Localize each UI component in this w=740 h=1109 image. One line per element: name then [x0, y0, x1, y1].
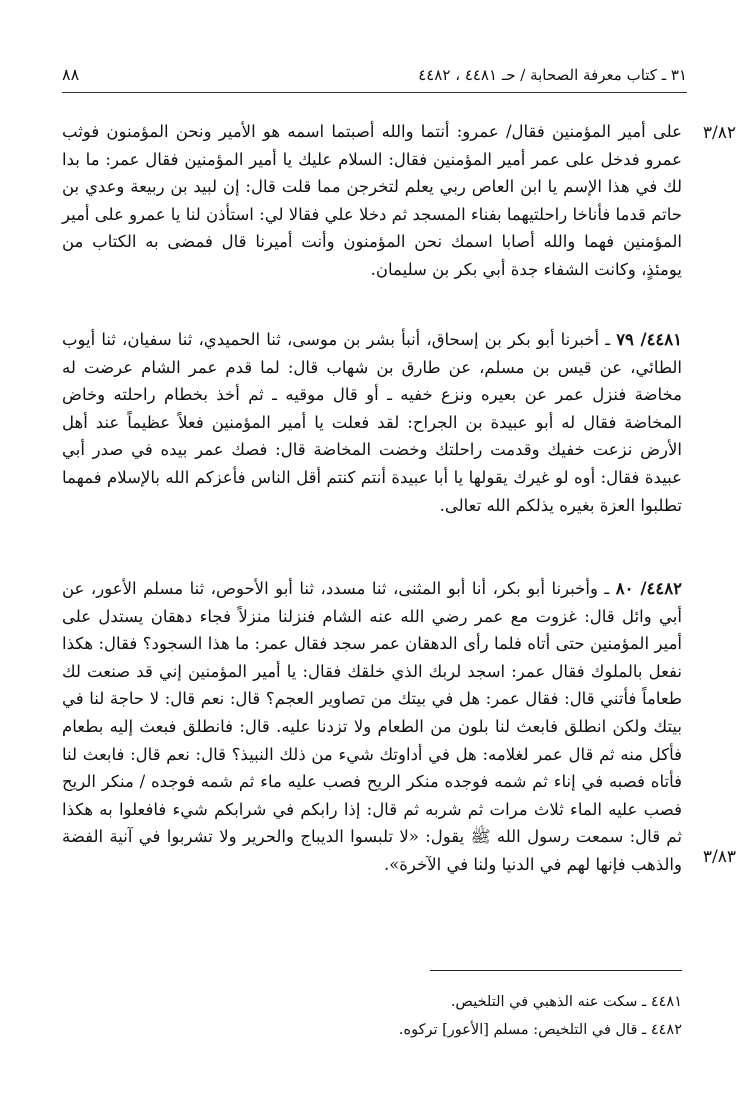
paragraph-continuation	[62, 118, 682, 284]
footnotes	[300, 988, 682, 1044]
paragraph-text: على أمير المؤمنين فقال/ عمرو: أنتما والله أصبتما اسمه هو الأمير ونحن المؤمنون فوثب عمرو فدخل على عمر أمير المؤمنين فقال: السلام عليك يا أمير المؤمنين فقال عمر: ما بدا لك في هذا الإسم يا ابن العاص ربي يعلم لتخرجن مما قلت قال: إن لبيد بن ربيعة وعدي بن حاتم قدما فأناخا راحلتيهما بفناء المسجد ثم دخلا علي فقالا لي: استأذن لنا يا عمرو على أمير المؤمنين فهما والله أصابا اسمك نحن المؤمنون وأنت أميرنا قال فمضى به الكتاب من يومئذٍ، وكانت الشفاء جدة أبي بكر بن سليمان.	[62, 122, 682, 279]
paragraph-text: ـ أخبرنا أبو بكر بن إسحاق، أنبأ بشر بن موسى، ثنا الحميدي، ثنا سفيان، ثنا أيوب الطائي، عن قيس بن مسلم، عن طارق بن شهاب قال: لما قدم عمر الشام عرضت له مخاضة فنزل عمر عن بعيره ونزع خفيه ـ أو قال موقيه ـ ثم أخذ بخطام راحلته وخاض المخاضة فقال له أبو عبيدة بن الجراح: لقد فعلت يا أمير المؤمنين فعلاً عظيماً عند أهل الأرض نزعت خفيك وقدمت راحلتك وخضت المخاضة قال: فصك عمر بيده في صدر أبي عبيدة فقال: أوه لو غيرك يقولها يا أبا عبيدة أنتم كنتم أقل الناس فأعزكم الله بالإسلام فمهما تطلبوا العزة بغيره يذلكم الله تعالى.	[62, 330, 682, 515]
hadith-4481	[62, 326, 682, 519]
hadith-4482	[62, 575, 682, 879]
paragraph-text: ـ وأخبرنا أبو بكر، أنا أبو المثنى، ثنا مسدد، ثنا أبو الأحوص، ثنا مسلم الأعور، عن أبي وائل قال: غزوت مع عمر رضي الله عنه الشام فنزلنا منزلاً فجاء دهقان يستدل على أمير المؤمنين حتى أتاه فلما رأى الدهقان عمر سجد فقال عمر: ما هذا السجود؟ فقال: هكذا نفعل بالملوك فقال عمر: اسجد لربك الذي خلقك فقال: يا أمير المؤمنين إني قد صنعت لك طعاماً فأتني قال: فقال عمر: هل في بيتك من تصاوير العجم؟ قال: نعم قال: لا حاجة لنا في بيتك ولكن انطلق فابعث لنا بلون من الطعام ولا تزدنا عليه. قال: فانطلق فبعث إليه بطعام فأكل منه ثم قال عمر لغلامه: هل في أداوتك شيء من ذلك النبيذ؟ قال: نعم قال: فابعث لنا فأتاه فصبه في إناء ثم شمه فوجده منكر الريح فصب عليه ماء ثم شمه فوجده / منكر الريح فصب عليه الماء ثلاث مرات ثم شربه ثم قال: إذا رابكم في شرابكم شيء فافعلوا به هكذا ثم قال: سمعت رسول الله ﷺ يقول: «لا تلبسوا الديباج والحرير ولا تشربوا في آنية الفضة والذهب فإنها لهم في الدنيا ولنا في الآخرة».	[62, 579, 682, 874]
page-number: ٨٨	[62, 65, 80, 84]
footnote: ٤٤٨١ ـ سكت عنه الذهبي في التلخيص.	[450, 994, 682, 1010]
footnote-rule	[430, 970, 682, 971]
hadith-number: ٤٤٨١/ ٧٩	[616, 330, 683, 349]
paragraph	[62, 326, 682, 519]
running-title: ٣١ ـ كتاب معرفة الصحابة / حـ ٤٤٨١ ، ٤٤٨٢	[418, 66, 687, 84]
hadith-number: ٤٤٨٢/ ٨٠	[615, 579, 682, 598]
header-rule	[62, 92, 687, 93]
margin-reference: ٣/٨٣	[702, 847, 736, 867]
margin-reference: ٣/٨٢	[702, 123, 736, 143]
paragraph	[62, 575, 682, 879]
page-header	[62, 60, 687, 90]
footnote: ٤٤٨٢ ـ قال في التلخيص: مسلم [الأعور] تركوه.	[398, 1022, 682, 1038]
